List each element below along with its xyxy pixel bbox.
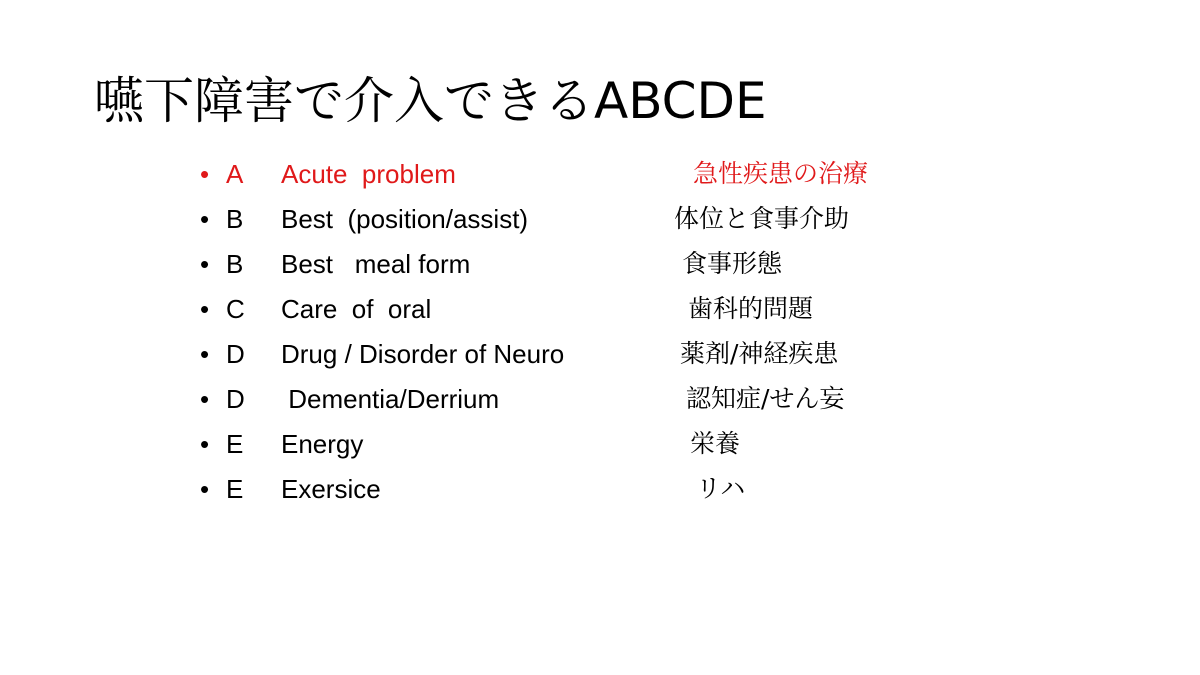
item-english: Acute problem [281,159,456,189]
item-letter: D [226,339,245,369]
bullet-icon: • [200,249,210,279]
item-english: Drug / Disorder of Neuro [281,339,565,369]
bullet-icon: • [200,294,210,324]
item-letter: E [226,429,244,459]
item-english: Dementia/Derrium [281,384,500,414]
item-letter: C [226,294,245,324]
item-letter: A [226,159,244,189]
item-letter: B [226,204,244,234]
item-japanese: 認知症/せん妄 [686,384,845,413]
bullet-icon: • [200,339,210,369]
item-japanese: 急性疾患の治療 [693,159,869,188]
list-item-a-acute [200,154,960,194]
list-item-d-dementia [200,379,960,419]
list-item-d-drug [200,334,960,374]
bullet-icon: • [200,159,210,189]
item-japanese: 体位と食事介助 [674,204,850,233]
list-item-b-best-position [200,199,960,239]
list-item-e-exercise [200,469,960,509]
slide-title: 嚥下障害で介入できるABCDE [94,72,767,130]
list-item-c-care-oral [200,289,960,329]
bullet-icon: • [200,384,210,414]
list-item-e-energy [200,424,960,464]
bullet-icon: • [200,429,210,459]
item-japanese: 歯科的問題 [688,294,814,323]
item-english: Exersice [281,474,381,504]
item-letter: E [226,474,244,504]
item-japanese: 食事形態 [682,249,783,278]
item-english: Energy [281,429,364,459]
item-letter: D [226,384,245,414]
item-japanese: リハ [696,474,746,503]
bullet-icon: • [200,474,210,504]
item-english: Best meal form [281,249,471,279]
list-item-b-best-meal [200,244,960,284]
item-english: Care of oral [281,294,432,324]
item-japanese: 栄養 [690,429,741,458]
item-japanese: 薬剤/神経疾患 [680,339,839,368]
item-letter: B [226,249,244,279]
item-english: Best (position/assist) [281,204,529,234]
bullet-icon: • [200,204,210,234]
